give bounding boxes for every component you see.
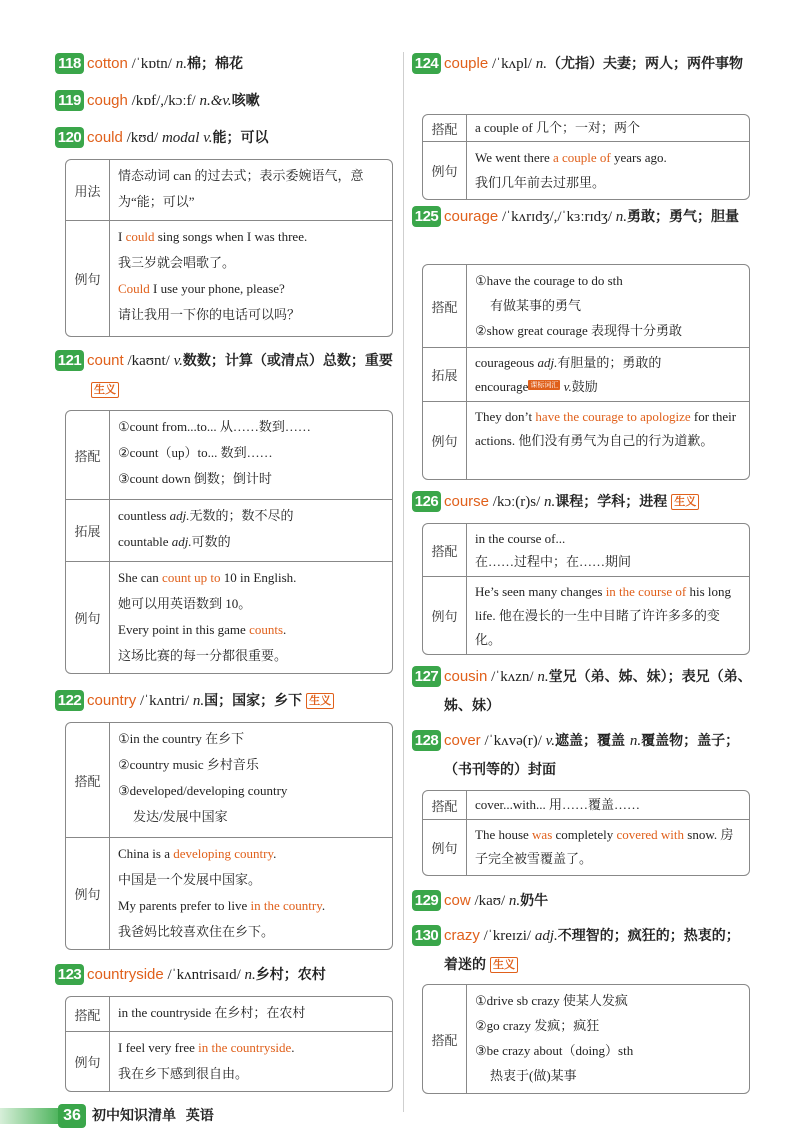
headword: count — [87, 352, 124, 369]
entry-head — [412, 662, 752, 721]
definition: 遮盖；覆盖 — [554, 733, 630, 749]
highlight: counts — [249, 622, 284, 637]
example-text: The house was completely covered with snow. 房子完全被雪覆盖了。 — [475, 827, 734, 866]
collocation-text: a couple of 几个；一对；两个 — [475, 120, 641, 135]
part-of-speech: n. — [537, 669, 549, 685]
row-label: 例句 — [66, 221, 110, 336]
part-of-speech: n.&v. — [199, 93, 232, 109]
part-of-speech: n. — [535, 56, 547, 72]
row-label: 例句 — [66, 838, 110, 949]
entry-cow — [412, 886, 752, 916]
entry-table-couple — [422, 114, 750, 200]
entry-head — [55, 346, 395, 405]
highlight: count up to — [162, 570, 221, 585]
example-row — [66, 1031, 392, 1091]
collocation-text: ①count from...to... 从……数到…… ②count（up）to... 数到…… ③count down 倒数；倒计时 — [118, 419, 311, 486]
headword: cotton — [87, 55, 128, 72]
phonetic: /kɔː(r)s/ — [489, 494, 545, 510]
headword: crazy — [444, 927, 480, 944]
headword: cover — [444, 732, 481, 749]
highlight: in the country — [250, 898, 322, 913]
entry-countryside — [55, 960, 395, 990]
book-title: 初中知识清单 英语 — [92, 1108, 214, 1124]
entry-number: 121 — [55, 350, 84, 371]
row-label: 搭配 — [423, 524, 467, 576]
definition: 奶牛 — [520, 893, 549, 909]
entry-head — [412, 487, 752, 517]
phonetic: /ˈkʌntrisaɪd/ — [163, 967, 245, 983]
phonetic: /ˈkʌpl/ — [488, 56, 536, 72]
part-of-speech: n. — [244, 967, 256, 983]
entry-courage — [412, 202, 752, 232]
example-row — [423, 819, 749, 875]
definition: 乡村；农村 — [255, 967, 326, 983]
entry-number: 122 — [55, 690, 84, 711]
part-of-speech: adj. — [534, 928, 558, 944]
highlight: a couple of — [553, 150, 611, 165]
example-row — [423, 401, 749, 479]
example-row — [423, 141, 749, 199]
entry-number: 128 — [412, 730, 441, 751]
entry-head — [412, 726, 752, 785]
row-label: 例句 — [66, 562, 110, 673]
entry-head — [55, 686, 395, 716]
collocation-row — [66, 411, 392, 499]
row-label: 搭配 — [66, 997, 110, 1031]
row-label: 例句 — [423, 820, 467, 875]
entry-cousin — [412, 662, 752, 721]
row-label: 例句 — [423, 402, 467, 479]
entry-head — [55, 960, 395, 990]
entry-number: 118 — [55, 53, 84, 74]
part-of-speech: modal v. — [161, 130, 213, 146]
row-label: 例句 — [423, 142, 467, 199]
row-label: 搭配 — [66, 411, 110, 499]
row-label: 拓展 — [423, 348, 467, 401]
entry-number: 120 — [55, 127, 84, 148]
highlight: covered with — [616, 827, 685, 842]
phonetic: /kaʊ/ — [470, 893, 509, 909]
entry-could — [55, 123, 395, 153]
highlight: Could — [118, 281, 150, 296]
phonetic: /ˈkʌntri/ — [136, 693, 193, 709]
entry-table-could — [65, 159, 393, 337]
example-text: We went there a couple of years ago. 我们几年前去过那里。 — [475, 150, 667, 190]
meaning-tag: 生义 — [490, 957, 518, 973]
part-of-speech: n. — [544, 494, 556, 510]
meaning-tag: 生义 — [306, 693, 334, 709]
entry-head — [412, 886, 752, 916]
highlight: in the countryside — [198, 1040, 292, 1055]
example-text: He’s seen many changes in the course of his long life. 他在漫长的一生中目睹了许许多多的变化。 — [475, 584, 731, 647]
row-label: 搭配 — [423, 985, 467, 1093]
headword: couple — [444, 55, 489, 72]
collocation-text: ①drive sb crazy 使某人发疯 ②go crazy 发疯；疯狂 ③be crazy about（doing）sth 热衷于(做)某事 — [475, 993, 634, 1083]
entry-head — [412, 49, 752, 79]
definition: （尤指）夫妻；两人；两件事物 — [546, 56, 743, 72]
headword: country — [87, 692, 137, 709]
extension-row — [423, 347, 749, 401]
highlight: in the course of — [605, 584, 687, 599]
part-of-speech: n. — [629, 733, 642, 749]
row-label: 例句 — [423, 577, 467, 654]
phonetic: /ˈkʌzn/ — [487, 669, 538, 685]
entry-couple — [412, 49, 752, 79]
example-row — [66, 837, 392, 949]
example-row — [66, 220, 392, 336]
definition: 覆盖物；盖子；（书刊等的）封面 — [444, 733, 740, 778]
curriculum-badge: 课标词汇 — [530, 381, 559, 389]
phonetic: /kɒf/,/kɔːf/ — [127, 93, 200, 109]
entry-table-countryside — [65, 996, 393, 1092]
definition: 不理智的；疯狂的；热衷的；着迷的 — [444, 928, 740, 973]
headword: countryside — [87, 966, 164, 983]
part-of-speech: v. — [545, 733, 555, 749]
definition: 勇敢；勇气；胆量 — [627, 209, 739, 225]
usage-text: 情态动词 can 的过去式；表示委婉语气，意为“能；可以” — [118, 168, 364, 209]
example-row — [423, 576, 749, 654]
extension-text: countless adj.无数的；数不尽的 countable adj.可数的 — [118, 508, 294, 549]
entry-table-count — [65, 410, 393, 674]
collocation-text: in the countryside 在乡村；在农村 — [118, 1005, 306, 1020]
phonetic: /kʊd/ — [122, 130, 162, 146]
definition: 咳嗽 — [231, 93, 260, 109]
definition: 国；国家；乡下 — [204, 693, 303, 709]
headword: cough — [87, 92, 128, 109]
entry-table-courage — [422, 264, 750, 480]
entry-table-course — [422, 523, 750, 655]
entry-head — [55, 49, 395, 79]
entry-number: 126 — [412, 491, 441, 512]
usage-row — [66, 160, 392, 220]
phonetic: /ˈkʌrɪdʒ/,/ˈkɜːrɪdʒ/ — [498, 209, 616, 225]
example-text: I could sing songs when I was three. 我三岁就会唱歌了。 Could I use your phone, please? 请让我用一下你的电话可以吗？ — [118, 229, 308, 322]
entry-table-country — [65, 722, 393, 950]
definition: 课程；学科；进程 — [555, 494, 668, 510]
meaning-tag: 生义 — [91, 382, 119, 398]
phonetic: /ˈkreɪzi/ — [479, 928, 535, 944]
row-label: 例句 — [66, 1032, 110, 1091]
definition: 数数；计算（或清点）总数；重要 — [182, 353, 393, 369]
extension-text: courageous adj.有胆量的；勇敢的 encourage 课标词汇 v.鼓励 — [475, 355, 662, 394]
entry-head — [55, 86, 395, 116]
phonetic: /kaʊnt/ — [123, 353, 174, 369]
collocation-text: in the course of... 在……过程中；在……期间 — [475, 531, 632, 569]
definition: 堂兄（弟、姊、妹）；表兄（弟、姊、妹） — [444, 669, 752, 714]
part-of-speech: n. — [175, 56, 187, 72]
phonetic: /ˈkɒtn/ — [127, 56, 176, 72]
column-divider — [403, 52, 404, 1112]
page-number: 36 — [58, 1104, 86, 1128]
row-label: 拓展 — [66, 500, 110, 561]
entry-number: 123 — [55, 964, 84, 985]
footer-accent-bar — [0, 1108, 60, 1124]
row-label: 用法 — [66, 160, 110, 220]
row-label: 搭配 — [423, 115, 467, 141]
entry-country — [55, 686, 395, 716]
highlight: was — [532, 827, 553, 842]
highlight: developing country — [173, 846, 274, 861]
collocation-text: ①have the courage to do sth 有做某事的勇气 ②show great courage 表现得十分勇敢 — [475, 273, 682, 338]
part-of-speech: n. — [615, 209, 627, 225]
entry-number: 129 — [412, 890, 441, 911]
collocation-row — [423, 524, 749, 576]
definition: 能；可以 — [212, 130, 269, 146]
entry-head — [412, 921, 752, 980]
example-text: She can count up to 10 in English. 她可以用英语数到 10。 Every point in this game counts. 这场比赛的每一分都很重要。 — [118, 570, 297, 663]
collocation-text: cover...with... 用……覆盖…… — [475, 797, 641, 812]
row-label: 搭配 — [423, 265, 467, 347]
entry-head — [55, 123, 395, 153]
row-label: 搭配 — [423, 791, 467, 819]
example-text: I feel very free in the countryside. 我在乡下感到很自由。 — [118, 1040, 295, 1081]
example-row — [66, 561, 392, 673]
entry-cotton — [55, 49, 395, 79]
entry-table-cover — [422, 790, 750, 876]
entry-number: 119 — [55, 90, 84, 111]
definition: 棉；棉花 — [186, 56, 243, 72]
collocation-row — [423, 791, 749, 819]
entry-head — [412, 202, 752, 232]
entry-number: 127 — [412, 666, 441, 687]
headword: cow — [444, 892, 471, 909]
entry-crazy — [412, 921, 752, 980]
entry-cough — [55, 86, 395, 116]
part-of-speech: n. — [192, 693, 205, 709]
collocation-row — [423, 115, 749, 141]
collocation-text: ①in the country 在乡下 ②country music 乡村音乐 ③developed/developing country 发达/发展中国家 — [118, 731, 288, 824]
collocation-row — [66, 723, 392, 837]
collocation-row — [423, 985, 749, 1093]
entry-number: 130 — [412, 925, 441, 946]
headword: course — [444, 493, 490, 510]
part-of-speech: n. — [508, 893, 521, 909]
page-footer — [0, 1104, 800, 1128]
headword: could — [87, 129, 123, 146]
highlight: have the courage to apologize — [535, 409, 691, 424]
entry-cover — [412, 726, 752, 785]
phonetic: /ˈkʌvə(r)/ — [480, 733, 546, 749]
part-of-speech: v. — [173, 353, 183, 369]
entry-number: 124 — [412, 53, 441, 74]
headword: cousin — [444, 668, 488, 685]
extension-row — [66, 499, 392, 561]
highlight: could — [125, 229, 155, 244]
entry-count — [55, 346, 395, 405]
entry-number: 125 — [412, 206, 441, 227]
entry-course — [412, 487, 752, 517]
collocation-row — [423, 265, 749, 347]
entry-table-crazy — [422, 984, 750, 1094]
example-text: They don’t have the courage to apologize for their actions. 他们没有勇气为自己的行为道歉。 — [475, 409, 737, 448]
collocation-row — [66, 997, 392, 1031]
meaning-tag: 生义 — [671, 494, 699, 510]
headword: courage — [444, 208, 499, 225]
row-label: 搭配 — [66, 723, 110, 837]
example-text: China is a developing country. 中国是一个发展中国家。 My parents prefer to live in the country. 我爸妈比较喜欢住在乡下。 — [118, 846, 326, 939]
